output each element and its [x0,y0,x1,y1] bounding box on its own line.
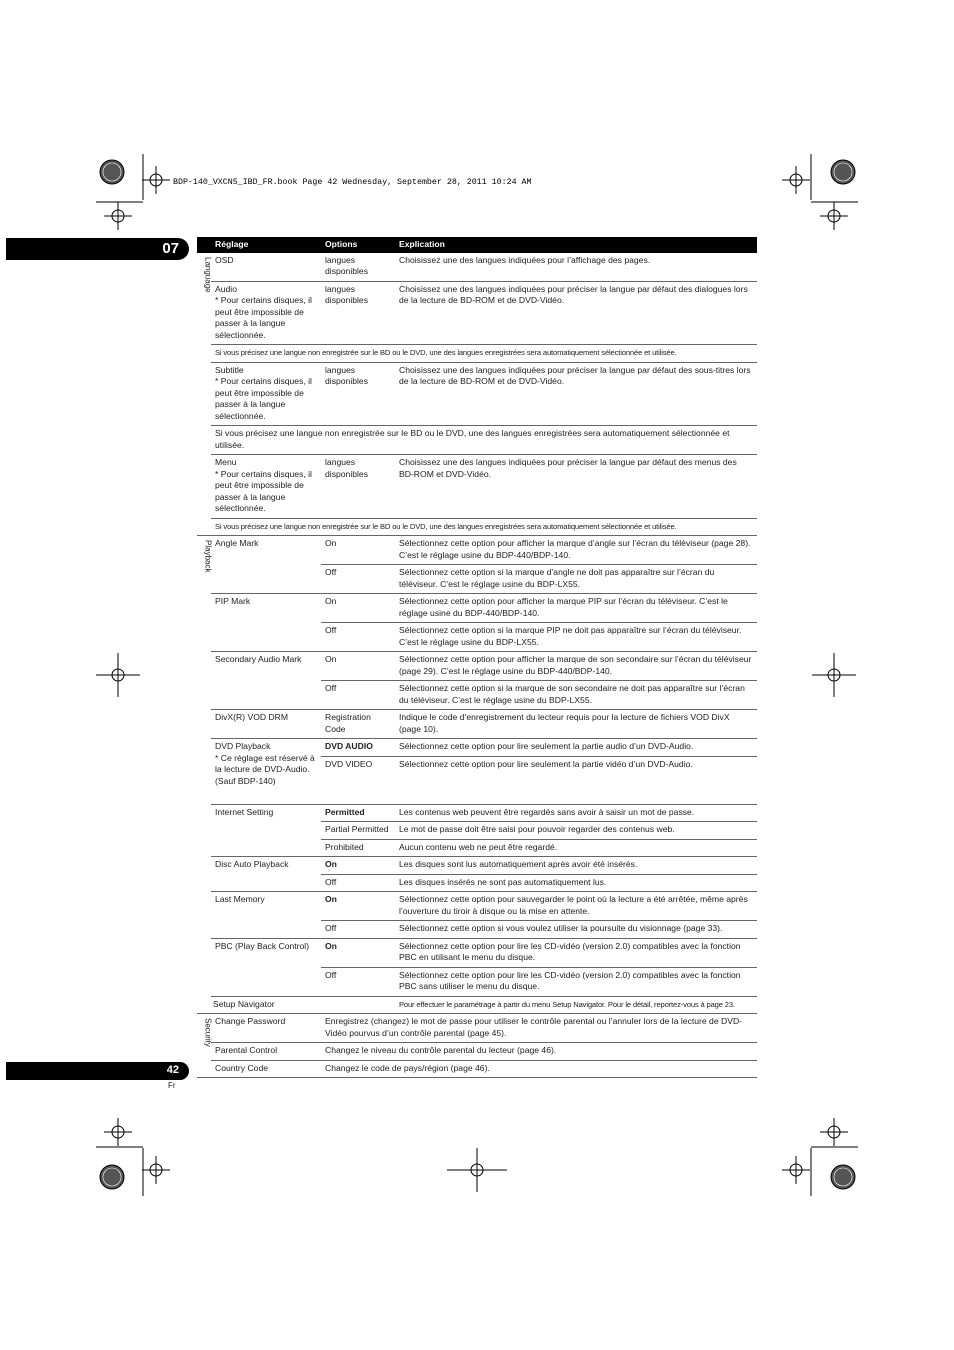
setting-note: * Pour certains disques, il peut être impossible de passer à la langue sélectionnée. [215,376,312,421]
explanation-on: Sélectionnez cette option pour sauvegarder le point où la lecture a été arrêtée, même après l’ouverture du tiroir à disque ou la mise en attente. [395,892,757,921]
setting-parental-control: Parental Control [211,1043,321,1061]
explanation-off: Sélectionnez cette option si vous voulez utiliser la poursuite du visionnage (page 33). [395,921,757,939]
table-row [197,594,757,623]
setting-label: Subtitle [215,364,244,375]
explanation-prohibited: Aucun contenu web ne peut être regardé. [395,839,757,857]
option-on: On [321,594,395,623]
option-off: Off [321,874,395,892]
menu-note: Si vous précisez une langue non enregistrée sur le BD ou le DVD, une des langues enregistrées sera automatiquement sélectionnée et utilisée. [211,518,757,536]
option-off: Off [321,565,395,594]
setting-note: * Pour certains disques, il peut être impossible de passer à la langue sélectionnée. [215,468,312,513]
table-row [197,426,757,455]
option-audio: langues disponibles [321,281,395,345]
setting-change-password: Change Password [211,1014,321,1043]
option-on: On [321,938,395,967]
setting-country-code: Country Code [211,1060,321,1078]
option-prohibited: Prohibited [321,839,395,857]
setting-label: Audio [215,283,237,294]
table-row [197,536,757,565]
table-row [197,997,757,1014]
explanation-on: Sélectionnez cette option pour afficher la marque de son secondaire sur l’écran du téléviseur (page 29). C’est le réglage usine du BDP-440/BDP-140. [395,652,757,681]
table-row [197,1014,757,1043]
table-row [197,362,757,426]
table-row [197,345,757,363]
table-row [197,518,757,536]
header-options: Options [321,237,395,253]
chapter-number: 07 [162,240,179,257]
table-row [197,652,757,681]
explanation-subtitle: Choisissez une des langues indiquées pour préciser la langue par défaut des sous-titres lors de la lecture de BD-ROM et de DVD-Vidéo. [395,362,757,426]
table-row [197,710,757,739]
settings-table [197,237,757,1078]
option-permitted: Permitted [321,804,395,822]
setting-label: Menu [215,457,237,467]
table-row [197,857,757,875]
setting-internet: Internet Setting [211,804,321,857]
explanation-parental-control: Changez le niveau du contrôle parental du lecteur (page 46). [321,1043,757,1061]
option-on: On [321,536,395,565]
setting-note: * Pour certains disques, il peut être impossible de passer à la langue sélectionnée. [215,295,312,340]
option-on: On [321,892,395,921]
option-dvd-video: DVD VIDEO [321,756,395,804]
explanation-on: Les disques sont lus automatiquement après avoir été insérés. [395,857,757,875]
print-header: BDP-140_VXCN5_IBD_FR.book Page 42 Wednesday, September 28, 2011 10:24 AM [173,178,532,187]
explanation-dvd-audio: Sélectionnez cette option pour lire seulement la partie audio d’un DVD-Audio. [395,739,757,757]
option-off: Off [321,921,395,939]
option-partial-permitted: Partial Permitted [321,822,395,840]
subtitle-note: Si vous précisez une langue non enregistrée sur le BD ou le DVD, une des langues enregistrées sera automatiquement sélectionnée et utilisée. [211,426,757,455]
setting-dvd-playback [211,739,321,805]
setting-pbc: PBC (Play Back Control) [211,938,321,996]
category-playback: Playback [203,540,213,573]
explanation-menu: Choisissez une des langues indiquées pour préciser la langue par défaut des menus des BD-ROM et DVD-Vidéo. [395,455,757,519]
setting-angle-mark: Angle Mark [211,536,321,594]
explanation-partial-permitted: Le mot de passe doit être saisi pour pouvoir regarder des contenus web. [395,822,757,840]
explanation-osd: Choisissez une des langues indiquées pour l’affichage des pages. [395,253,757,282]
explanation-permitted: Les contenus web peuvent être regardés sans avoir à saisir un mot de passe. [395,804,757,822]
table-header-row [197,237,757,253]
explanation-on: Sélectionnez cette option pour lire les CD-vidéo (version 2.0) compatibles avec la fonction PBC en utilisant le menu du disque. [395,938,757,967]
explanation-divx: Indique le code d’enregistrement du lecteur requis pour la lecture de fichiers VOD DivX (page 10). [395,710,757,739]
option-osd: langues disponibles [321,253,395,282]
option-off: Off [321,681,395,710]
table-row [197,1043,757,1061]
option-off: Off [321,623,395,652]
explanation-off: Sélectionnez cette option si la marque PIP ne doit pas apparaître sur l’écran du téléviseur. C’est le réglage usine du BDP-LX55. [395,623,757,652]
explanation-change-password: Enregistrez (changez) le mot de passe pour utiliser le contrôle parental ou l’annuler lors de la lecture de DVD-Vidéo pourvus d’un contrôle parental (page 45). [321,1014,757,1043]
explanation-on: Sélectionnez cette option pour afficher la marque PIP sur l’écran du téléviseur. C’est le réglage usine du BDP-440/BDP-140. [395,594,757,623]
page-number: 42 [166,1064,179,1076]
table-row [197,804,757,822]
setting-subtitle [211,362,321,426]
explanation-dvd-video: Sélectionnez cette option pour lire seulement la partie vidéo d’un DVD-Audio. [395,756,757,804]
chapter-tab [6,238,189,260]
setting-note: * Ce réglage est réservé à la lecture de DVD-Audio. (Sauf BDP-140) [215,752,315,786]
option-off: Off [321,967,395,996]
explanation-off: Sélectionnez cette option si la marque d’angle ne doit pas apparaître sur l’écran du téléviseur. C’est le réglage usine du BDP-LX55. [395,565,757,594]
option-on: On [321,857,395,875]
category-security: Security [203,1018,213,1047]
setting-secondary-audio-mark: Secondary Audio Mark [211,652,321,710]
setting-last-memory: Last Memory [211,892,321,939]
setting-audio [211,281,321,345]
option-registration-code: Registration Code [321,710,395,739]
explanation-setup-navigator: Pour effectuer le paramétrage à partir du menu Setup Navigator. Pour le détail, reportez-vous à page 23. [395,997,757,1014]
setting-pip-mark: PIP Mark [211,594,321,652]
audio-note: Si vous précisez une langue non enregistrée sur le BD ou le DVD, une des langues enregistrées sera automatiquement sélectionnée et utilisée. [211,345,757,363]
table-row [197,1060,757,1078]
header-explanation: Explication [395,237,757,253]
explanation-off: Sélectionnez cette option pour lire les CD-vidéo (version 2.0) compatibles avec la fonction PBC sans utiliser le menu du disque. [395,967,757,996]
setting-osd: OSD [211,253,321,282]
explanation-off: Les disques insérés ne sont pas automatiquement lus. [395,874,757,892]
explanation-audio: Choisissez une des langues indiquées pour préciser la langue par défaut des dialogues lors de la lecture de BD-ROM et de DVD-Vidéo. [395,281,757,345]
setting-divx: DivX(R) VOD DRM [211,710,321,739]
setting-menu [211,455,321,519]
table-row [197,938,757,967]
setting-disc-auto-playback: Disc Auto Playback [211,857,321,892]
table-row [197,281,757,345]
setting-setup-navigator: Setup Navigator [211,997,395,1014]
table-row [197,892,757,921]
setting-label: DVD Playback [215,741,271,751]
header-setting: Réglage [211,237,321,253]
option-subtitle: langues disponibles [321,362,395,426]
explanation-country-code: Changez le code de pays/région (page 46). [321,1060,757,1078]
table-row [197,253,757,282]
page-tab [6,1062,189,1080]
table-row [197,739,757,757]
explanation-off: Sélectionnez cette option si la marque de son secondaire ne doit pas apparaître sur l’écran du téléviseur. C’est le réglage usine du BDP-LX55. [395,681,757,710]
option-dvd-audio: DVD AUDIO [321,739,395,757]
page-language: Fr [168,1081,176,1090]
option-on: On [321,652,395,681]
option-menu: langues disponibles [321,455,395,519]
explanation-on: Sélectionnez cette option pour afficher la marque d’angle sur l’écran du téléviseur (page 28). C’est le réglage usine du BDP-440/BDP-140. [395,536,757,565]
category-language: Language [203,256,213,293]
table-row [197,455,757,519]
